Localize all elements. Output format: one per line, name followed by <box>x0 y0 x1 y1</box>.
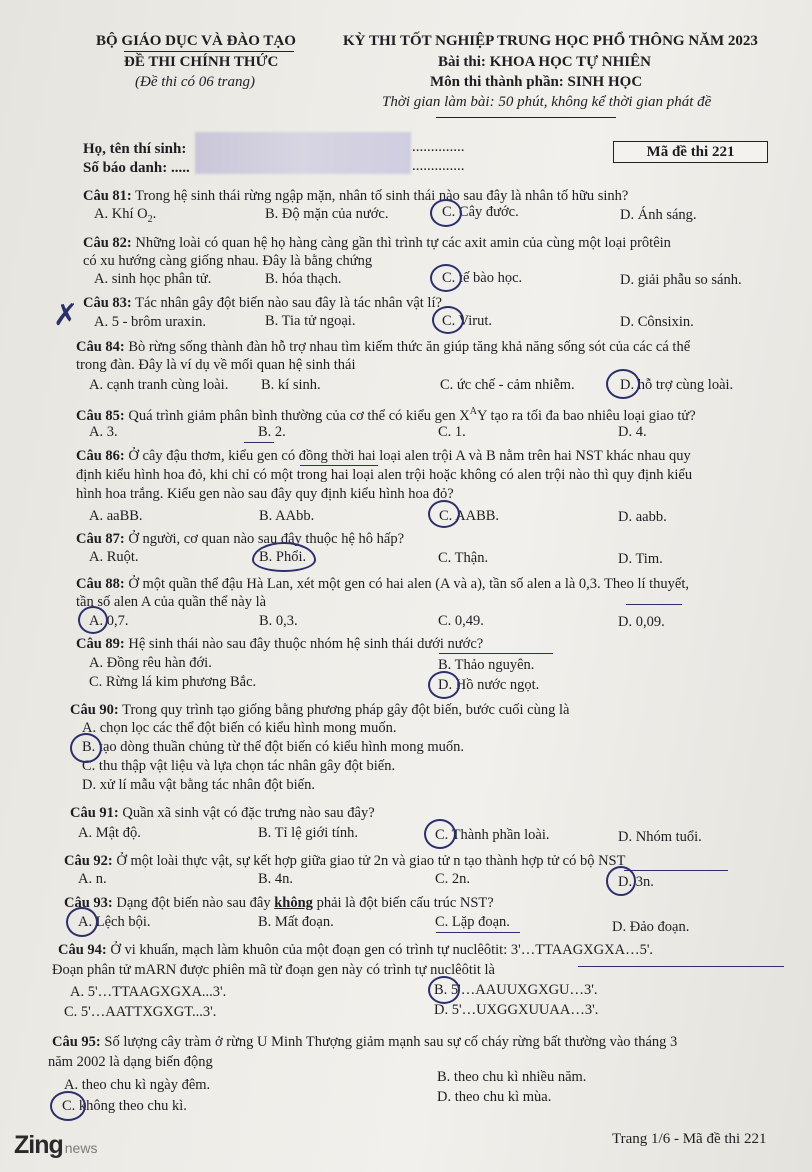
q83-option-b: B. Tia tử ngoại. <box>265 313 356 329</box>
q84-option-a: A. cạnh tranh cùng loài. <box>89 377 229 393</box>
q94-option-a: A. 5'…TTAAGXGXA...3'. <box>70 984 227 1000</box>
candidate-name-dots: .............. <box>412 139 465 155</box>
q81-option-b: B. Độ mặn của nước. <box>265 206 389 222</box>
key-phrase-underline <box>624 870 728 871</box>
answer-underline <box>244 442 274 443</box>
question-91: Câu 91: Quần xã sinh vật có đặc trưng nào sau đây? <box>70 805 375 821</box>
q82-option-a: A. sinh học phân tử. <box>94 271 212 287</box>
q81-option-d: D. Ánh sáng. <box>620 207 697 223</box>
q90-option-d: D. xử lí mẫu vật bằng tác nhân đột biến. <box>82 777 315 793</box>
page-footer: Trang 1/6 - Mã đề thi 221 <box>612 1131 767 1147</box>
ministry-name: BỘ GIÁO DỤC VÀ ĐÀO TẠO <box>96 33 296 49</box>
q91-option-d: D. Nhóm tuổi. <box>618 829 702 845</box>
q94-option-c: C. 5'…AATTXGXGT...3'. <box>64 1004 217 1020</box>
component-subject: Môn thi thành phần: SINH HỌC <box>430 74 643 90</box>
question-85: Câu 85: Quá trình giảm phân bình thường của cơ thể có kiểu gen $X^AY$ tạo ra tối đa bao nhiêu loại giao tử? <box>76 406 696 424</box>
candidate-number-label: Số báo danh: ..... <box>83 160 190 176</box>
time-note: Thời gian làm bài: 50 phút, không kể thời gian phát đề <box>382 94 712 110</box>
q81-option-a: A. Khí $O_2$. <box>94 206 157 225</box>
question-92: Câu 92: Ở một loài thực vật, sự kết hợp giữa giao tử 2n và giao tử n tạo thành hợp tử có bộ NST <box>64 853 626 869</box>
q89-option-d: D. Hồ nước ngọt. <box>438 677 540 693</box>
q93-option-a: A. Lệch bội. <box>78 914 151 930</box>
q83-option-c: C. Virut. <box>442 313 493 329</box>
question-88-cont: tần số alen A của quần thể này là <box>76 594 267 610</box>
q92-option-b: B. 4n. <box>258 871 294 887</box>
q85-option-a: A. 3. <box>89 424 118 440</box>
q89-option-a: A. Đồng rêu hàn đới. <box>89 655 212 671</box>
question-84: Câu 84: Bò rừng sống thành đàn hỗ trợ nhau tìm kiếm thức ăn giúp tăng khả năng sống sót của các cá thể <box>76 339 691 355</box>
question-86: Câu 86: Ở cây đậu thơm, kiểu gen có đồng thời hai loại alen trội A và B nằm trên hai NST khác nhau quy <box>76 448 691 464</box>
q90-option-a: A. chọn lọc các thể đột biến có kiểu hình mong muốn. <box>82 720 397 736</box>
question-89: Câu 89: Hệ sinh thái nào sau đây thuộc nhóm hệ sinh thái dưới nước? <box>76 636 484 652</box>
q82-option-b: B. hóa thạch. <box>265 271 342 287</box>
q94-option-b: B. 5'…AAUUXGXGU…3'. <box>434 982 598 998</box>
handwritten-x-mark: ✗ <box>53 298 79 333</box>
q87-option-a: A. Ruột. <box>89 549 139 565</box>
q95-option-d: D. theo chu kì mùa. <box>437 1089 552 1105</box>
q86-option-d: D. aabb. <box>618 509 667 525</box>
q84-option-c: C. ức chế - cảm nhiễm. <box>440 377 575 393</box>
q82-option-c: C. tế bào học. <box>442 270 523 286</box>
q88-option-b: B. 0,3. <box>259 613 298 629</box>
q89-option-c: C. Rừng lá kim phương Bắc. <box>89 674 257 690</box>
ministry-underline <box>124 51 294 52</box>
question-94: Câu 94: Ở vi khuẩn, mạch làm khuôn của một đoạn gen có trình tự nuclêôtit: 3'…TTAAGXGXA…5'. <box>58 942 654 958</box>
q92-option-a: A. n. <box>78 871 107 887</box>
question-83: Câu 83: Tác nhân gây đột biến nào sau đây là tác nhân vật lí? <box>83 295 442 311</box>
question-84-cont: trong đàn. Đây là ví dụ về mối quan hệ sinh thái <box>76 357 356 373</box>
question-81: Câu 81: Trong hệ sinh thái rừng ngập mặn, nhân tố sinh thái nào sau đây là nhân tố hữu sinh? <box>83 188 629 204</box>
q92-option-c: C. 2n. <box>435 871 471 887</box>
question-88: Câu 88: Ở một quần thể đậu Hà Lan, xét một gen có hai alen (A và a), tần số alen a là 0,3. Theo lí thuyết, <box>76 576 690 592</box>
q90-option-c: C. thu thập vật liệu và lựa chọn tác nhân gây đột biến. <box>82 758 396 774</box>
q86-option-a: A. aaBB. <box>89 508 143 524</box>
redacted-candidate-info <box>195 132 411 174</box>
question-93: Câu 93: Dạng đột biến nào sau đây không phải là đột biến cấu trúc NST? <box>64 895 494 911</box>
page-count-note: (Đề thi có 06 trang) <box>135 74 255 90</box>
q88-option-a: A. 0,7. <box>89 613 129 629</box>
zing-news-logo: Zing news <box>14 1131 98 1159</box>
q95-option-b: B. theo chu kì nhiều năm. <box>437 1069 587 1085</box>
q83-option-d: D. Cônsixin. <box>620 314 694 330</box>
annotation-underline <box>578 966 784 967</box>
question-95-cont: năm 2002 là dạng biến động <box>48 1054 213 1070</box>
q91-option-a: A. Mật độ. <box>78 825 141 841</box>
q91-option-c: C. Thành phần loài. <box>435 827 550 843</box>
q82-option-d: D. giải phẫu so sánh. <box>620 272 742 288</box>
candidate-name-label: Họ, tên thí sinh: <box>83 141 187 157</box>
q83-option-a: A. 5 - brôm uraxin. <box>94 314 206 330</box>
official-label: ĐỀ THI CHÍNH THỨC <box>124 54 279 70</box>
key-phrase-underline <box>300 465 378 466</box>
q87-option-d: D. Tim. <box>618 551 663 567</box>
header-right-underline <box>436 117 616 118</box>
q84-option-b: B. kí sinh. <box>261 377 321 393</box>
q88-option-d: D. 0,09. <box>618 614 665 630</box>
q81-option-c: C. Cây đước. <box>442 204 519 220</box>
exam-code-box: Mã đề thi 221 <box>613 141 768 163</box>
q93-option-d: D. Đảo đoạn. <box>612 919 690 935</box>
question-90: Câu 90: Trong quy trình tạo giống bằng phương pháp gây đột biến, bước cuối cùng là <box>70 702 570 718</box>
q89-option-b: B. Thảo nguyên. <box>438 657 535 673</box>
q95-option-a: A. theo chu kì ngày đêm. <box>64 1077 211 1093</box>
key-phrase-underline <box>439 653 553 654</box>
exam-title: KỲ THI TỐT NGHIỆP TRUNG HỌC PHỔ THÔNG NĂM 2023 <box>343 33 758 49</box>
q95-option-c: C. không theo chu kì. <box>62 1098 187 1114</box>
q87-option-b: B. Phổi. <box>259 549 307 565</box>
q85-option-b: B. 2. <box>258 424 286 440</box>
question-94-cont: Đoạn phân tử mARN được phiên mã từ đoạn gen này có trình tự nuclêôtit là <box>52 962 495 978</box>
q91-option-b: B. Tỉ lệ giới tính. <box>258 825 359 841</box>
candidate-number-dots: .............. <box>412 158 465 174</box>
q86-option-c: C. AABB. <box>439 508 500 524</box>
q90-option-b: B. tạo dòng thuần chủng từ thể đột biến có kiểu hình mong muốn. <box>82 739 464 755</box>
question-82: Câu 82: Những loài có quan hệ họ hàng càng gần thì trình tự các axit amin của cùng một loại prôtêin <box>83 235 671 251</box>
q85-option-c: C. 1. <box>438 424 466 440</box>
q94-option-d: D. 5'…UXGGXUUAA…3'. <box>434 1002 599 1018</box>
question-95: Câu 95: Số lượng cây tràm ở rừng U Minh Thượng giảm mạnh sau sự cố cháy rừng bất thường vào tháng 3 <box>52 1034 678 1050</box>
subject-test: Bài thi: KHOA HỌC TỰ NHIÊN <box>438 54 651 70</box>
q85-option-d: D. 4. <box>618 424 647 440</box>
q93-option-c: C. Lặp đoạn. <box>435 914 510 930</box>
q92-option-d: D. 3n. <box>618 874 654 890</box>
q88-option-c: C. 0,49. <box>438 613 484 629</box>
q87-option-c: C. Thận. <box>438 550 489 566</box>
question-82-cont: có xu hướng càng giống nhau. Đây là bằng chứng <box>83 253 373 269</box>
q84-option-d: D. hỗ trợ cùng loài. <box>620 377 734 393</box>
annotation-underline <box>436 932 520 933</box>
question-86-cont: định kiểu hình hoa đỏ, khi chỉ có một trong hai loại alen trội hoặc không có alen trội nào thì quy định kiểu <box>76 467 693 483</box>
question-87: Câu 87: Ở người, cơ quan nào sau đây thuộc hệ hô hấp? <box>76 531 405 547</box>
q93-option-b: B. Mất đoạn. <box>258 914 334 930</box>
annotation-underline <box>626 604 682 605</box>
question-86-cont2: hình hoa trắng. Kiểu gen nào sau đây quy định kiểu hình hoa đỏ? <box>76 486 454 502</box>
q86-option-b: B. AAbb. <box>259 508 315 524</box>
